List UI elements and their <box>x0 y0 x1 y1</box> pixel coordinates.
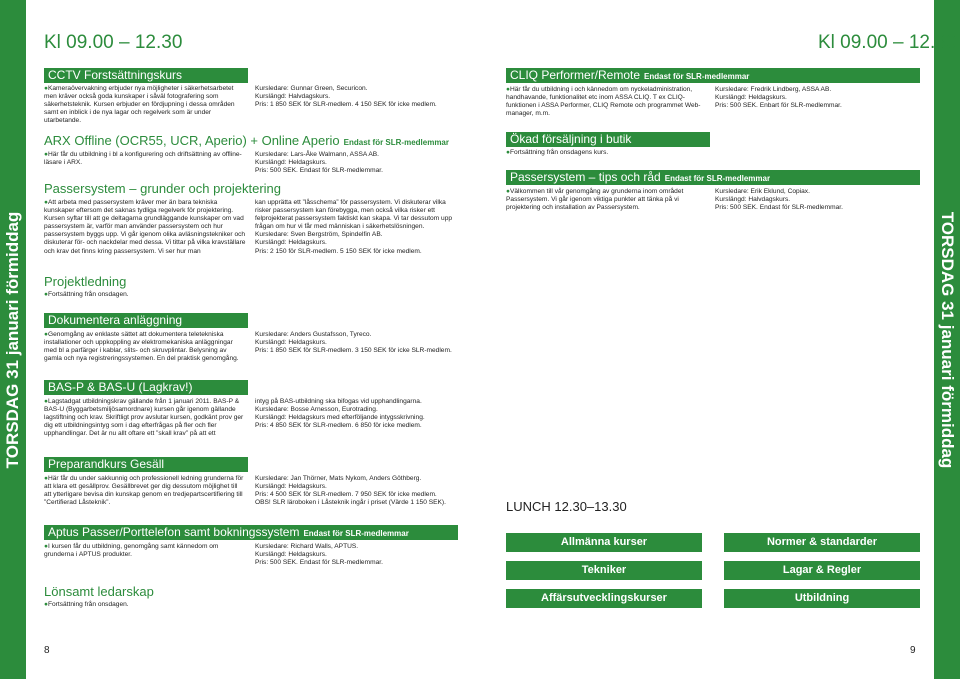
section-header-cliq <box>506 68 920 83</box>
section-body-okad: ●Fortsättning från onsdagens kurs. <box>506 149 609 156</box>
left-page-time: Kl 09.00 – 12.30 <box>44 32 183 53</box>
section-header-projektledning <box>44 274 244 289</box>
section-title: Ökad försäljning i butik <box>510 132 632 146</box>
section-title: CCTV Forstsättningskurs <box>48 68 183 82</box>
section-header-aptus <box>44 525 458 540</box>
bullet-icon: ● <box>44 475 48 482</box>
section-details-dokumentera <box>255 331 455 355</box>
section-subtitle: Endast för SLR-medlemmar <box>644 72 750 81</box>
bullet-icon: ● <box>506 86 510 93</box>
detail-line: Kursledare: Erik Eklund, Copiax. <box>715 188 810 195</box>
detail-line: Kurslängd: Heldagskurs med efterföljande intygsskrivning. <box>255 414 425 422</box>
bullet-icon: ● <box>44 85 48 92</box>
section-title: Preparandkurs Gesäll <box>48 457 165 471</box>
detail-line: Kursledare: Richard Walls, APTUS. <box>255 543 359 550</box>
bullet-icon: ● <box>506 188 510 195</box>
button-allmanna-kurser[interactable]: Allmänna kurser <box>506 533 702 552</box>
detail-line: Pris: 2 150 för SLR-medlem. 5 150 SEK för icke medlem. <box>255 247 422 255</box>
detail-line: Kurslängd: Heldagskurs. <box>255 239 327 247</box>
bullet-icon: ● <box>506 149 510 156</box>
detail-line: OBS! SLR läroboken i Låsteknik ingår i priset (Värde 1 150 SEK). <box>255 499 446 507</box>
section-title: ARX Offline (OCR55, UCR, Aperio) + Online Aperio <box>44 133 340 148</box>
button-lagar-regler[interactable]: Lagar & Regler <box>724 561 920 580</box>
button-affarsutvecklingskurser[interactable]: Affärsutvecklingskurser <box>506 589 702 608</box>
bullet-icon: ● <box>44 331 48 338</box>
bullet-icon: ● <box>44 291 48 298</box>
detail-line: Kurslängd: Halvdagskurs. <box>715 196 791 204</box>
detail-line: Pris: 500 SEK. Endast för SLR-medlemmar. <box>255 559 383 567</box>
section-body-projektledning: ●Fortsättning från onsdagen. <box>44 291 129 298</box>
section-details-cctv <box>255 85 455 109</box>
detail-line: intyg på BAS-utbildning ska bifogas vid upphandlingarna. <box>255 398 422 405</box>
section-details-passersystem <box>255 199 455 256</box>
section-body-cliq: ●Här får du utbildning i och kännedom om nyckeladministration, handhavande, funktionalitet etc inom ASSA CLIQ. T ex CLIQ-funktionen i ASSA Performer, CLIQ Remote och programmet Web-manager, m.m. <box>506 86 701 118</box>
section-header-tips <box>506 170 920 185</box>
detail-line: Kursledare: Gunnar Green, Securicon. <box>255 85 368 92</box>
right-sidebar-label: TORSDAG 31 januari förmiddag <box>938 211 957 468</box>
detail-line: Kurslängd: Heldagskurs. <box>255 339 327 347</box>
section-details-gesall <box>255 475 460 507</box>
section-details-bas <box>255 398 455 430</box>
detail-line: Kurslängd: Halvdagskurs. <box>255 93 331 101</box>
button-tekniker[interactable]: Tekniker <box>506 561 702 580</box>
left-sidebar-label: TORSDAG 31 januari förmiddag <box>3 211 22 468</box>
detail-line: Kurslängd: Heldagskurs. <box>255 551 327 559</box>
section-header-lonsamt <box>44 584 244 599</box>
button-normer-standarder[interactable]: Normer & standarder <box>724 533 920 552</box>
section-title: CLIQ Performer/Remote <box>510 68 641 82</box>
section-details-arx <box>255 151 455 175</box>
left-sidebar <box>0 0 26 679</box>
section-header-bas <box>44 380 248 395</box>
detail-line: Pris: 500 SEK. Enbart för SLR-medlemmar. <box>715 102 842 110</box>
detail-line: Pris: 500 SEK. Endast för SLR-medlemmar. <box>255 167 383 175</box>
bullet-icon: ● <box>44 151 48 158</box>
bullet-icon: ● <box>44 601 48 608</box>
section-body-continued: kan upprätta ett ”låsschema” för passersystem. Vi diskuterar vilka risker passersystem kan förebygga, men också vilka risker ett felprojekterat passersystem faktiskt kan skapa. Vi tar dessutom upp frågan om hur vi får med människan i säkerhetslösningen. <box>255 199 453 231</box>
section-title: Dokumentera anläggning <box>48 313 183 327</box>
section-title: Lönsamt ledarskap <box>44 584 154 599</box>
section-body-bas: ●Lagstadgat utbildningskrav gällande från 1 januari 2011. BAS-P & BAS-U (Byggarbetsmiljösamordnare) kursen går igenom gällande lagstiftning och krav. Skriftligt prov avslutar kursen, godkänt prov ger dig ett utbildningsintyg som i dag efterfrågas på fler och fler upphandlingar. Det är nu allt oftare ett ”skall krav” på att ett <box>44 398 244 438</box>
detail-line: Pris: 4 500 SEK för SLR-medlem. 7 950 SEK för icke medlem. <box>255 491 437 499</box>
section-subtitle: Endast för SLR-medlemmar <box>664 174 771 183</box>
section-header-arx <box>44 133 454 148</box>
bullet-icon: ● <box>44 398 48 405</box>
section-details-tips <box>715 188 915 212</box>
section-body-aptus: ●I kursen får du utbildning, genomgång samt kännedom om grunderna i APTUS produkter. <box>44 543 219 559</box>
section-details-aptus <box>255 543 455 567</box>
detail-line: Kurslängd: Heldagskurs. <box>255 483 327 491</box>
section-title: Passersystem – tips och råd <box>510 170 661 184</box>
section-subtitle: Endast för SLR-medlemmar <box>343 138 449 147</box>
button-utbildning[interactable]: Utbildning <box>724 589 920 608</box>
section-body-arx: ●Här får du utbildning i bl a konfigurering och driftsättning av offline-läsare i ARX. <box>44 151 242 167</box>
section-title: Passersystem – grunder och projektering <box>44 181 282 196</box>
detail-line: Kurslängd: Heldagskurs. <box>715 94 787 102</box>
detail-line: Pris: 500 SEK. Endast för SLR-medlemmar. <box>715 204 843 212</box>
detail-line: Kurslängd: Heldagskurs. <box>255 159 327 167</box>
detail-line: Kursledare: Bosse Arnesson, Eurotrading. <box>255 406 378 414</box>
section-title: Aptus Passer/Porttelefon samt bokningssystem <box>48 525 300 539</box>
detail-line: Kursledare: Anders Gustafsson, Tyreco. <box>255 331 372 338</box>
right-page-number: 9 <box>910 645 916 656</box>
detail-line: Kursledare: Jan Thörner, Mats Nykom, Anders Göthberg. <box>255 475 422 482</box>
section-header-okad <box>506 132 710 147</box>
detail-line: Kursledare: Fredrik Lindberg, ASSA AB. <box>715 86 832 93</box>
right-sidebar <box>934 0 960 679</box>
section-body-tips: ●Välkommen till vår genomgång av grunderna inom området Passersystem. Vi går igenom viktiga punkter att tänka på vi projektering och installation av Passersystem. <box>506 188 684 212</box>
section-body-dokumentera: ●Genomgång av enklaste sättet att dokumentera teletekniska installationer och uppkoppling av elektromekaniska anläggningar med bl a parfärger i kablar, slits- och skruvplintar. Belysning av gamla och nya registreringssystemen. En del praktisk genomgång. <box>44 331 239 363</box>
section-header-passersystem <box>44 181 344 196</box>
section-header-cctv <box>44 68 248 83</box>
section-details-cliq <box>715 86 915 110</box>
section-body-passersystem: ●Att arbeta med passersystem kräver mer än bara tekniska kunskaper eftersom det saknas tydliga regelverk för projektering. Kursen syftar till att ge deltagarna grundläggande kunskaper om vad passersystem är, varför man använder passersystem och hur passersystem byggs upp. Vi går igenom olika avläsningstekniker och diskuterar för- och nackdelar med dessa. Vi tittar på vilka kravställare och krav det finns kring passersystem. Vi ser hur man <box>44 199 246 255</box>
right-page-time: Kl 09.00 – 12.30 <box>818 32 957 53</box>
left-page-number: 8 <box>44 645 50 656</box>
detail-line: Pris: 1 850 SEK för SLR-medlem. 4 150 SEK för icke medlem. <box>255 101 437 109</box>
section-body-gesall: ●Här får du under sakkunnig och professionell ledning grunderna för att klara ett gesällprov. Gesällbrevet ger dig dessutom möjlighet till att ytterligare bevisa din kunskap genom en tredjepartscertifiering till ”Certifierad Låsteknik”. <box>44 475 244 507</box>
section-title: Projektledning <box>44 274 127 289</box>
bullet-icon: ● <box>44 543 48 550</box>
section-body-lonsamt: ●Fortsättning från onsdagen. <box>44 601 129 608</box>
detail-line: Kursledare: Sven Bergström, Spindelfin AB. <box>255 231 383 239</box>
section-title: BAS-P & BAS-U (Lagkrav!) <box>48 380 193 394</box>
section-header-gesall <box>44 457 248 472</box>
lunch-label: LUNCH 12.30–13.30 <box>506 499 627 514</box>
bullet-icon: ● <box>44 199 48 206</box>
detail-line: Pris: 1 850 SEK för SLR-medlem. 3 150 SEK för icke SLR-medlem. <box>255 347 452 355</box>
detail-line: Kursledare: Lars-Åke Walmann, ASSA AB. <box>255 151 379 158</box>
section-subtitle: Endast för SLR-medlemmar <box>303 529 409 538</box>
detail-line: Pris: 4 850 SEK för SLR-medlem. 6 850 för icke medlem. <box>255 422 422 430</box>
section-header-dokumentera <box>44 313 248 328</box>
section-body-cctv: ●Kameraövervakning erbjuder nya möjligheter i säkerhetsarbetet men kräver också goda kunskaper i såväl fotografering som säkerhetsteknik. Kursen erbjuder en fördjupning i dessa områden samt en inblick i de nya lagar och regelverk som är under utarbetande. <box>44 85 235 125</box>
